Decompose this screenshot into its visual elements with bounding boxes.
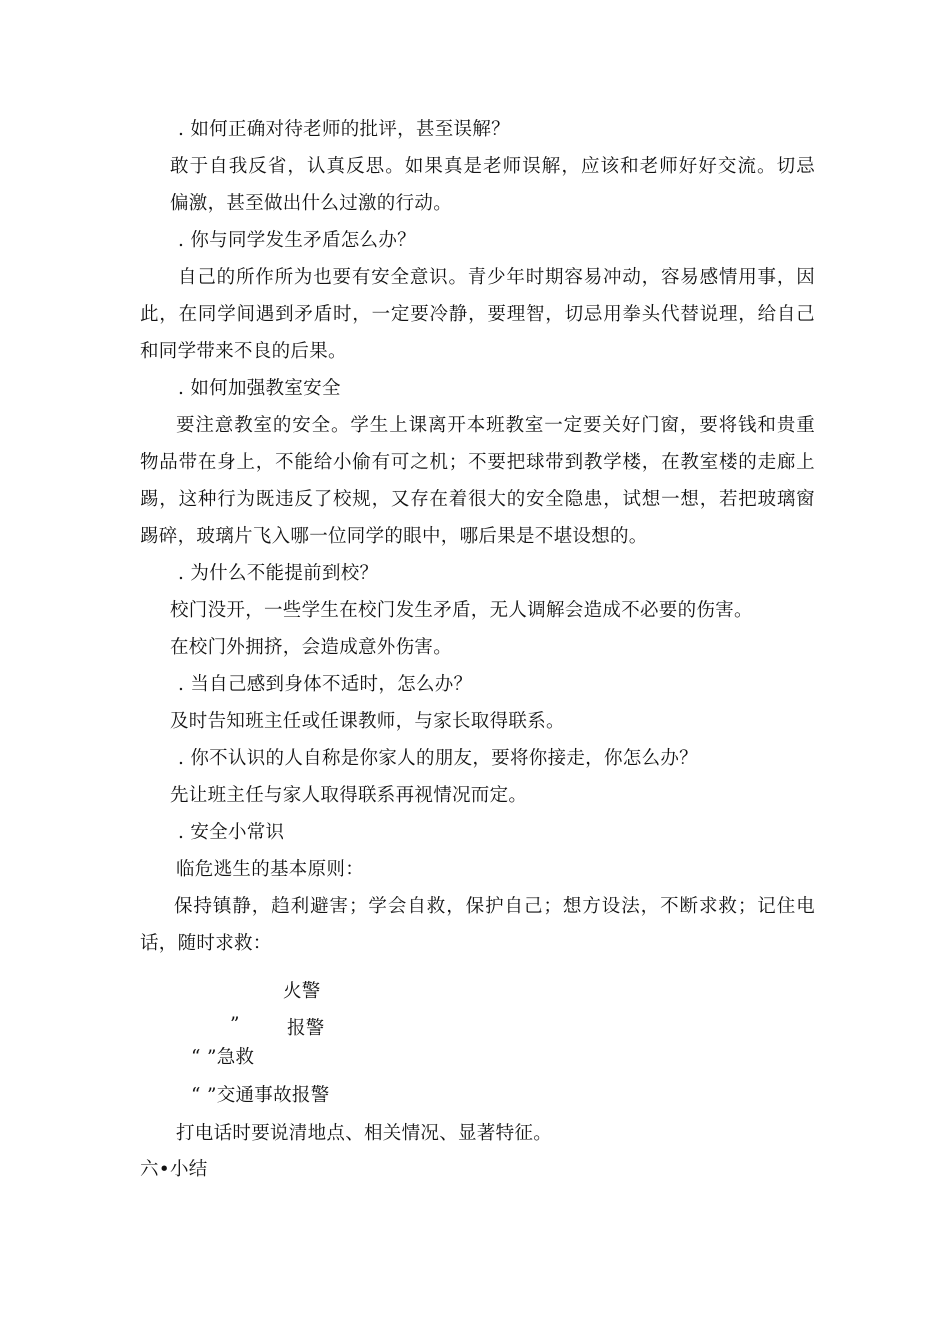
paragraph-line: 物品带在身上，不能给小偷有可之机；不要把球带到教学楼，在教室楼的走廊上 bbox=[140, 452, 815, 473]
question-heading: . 为什么不能提前到校？ bbox=[178, 563, 379, 584]
paragraph-line: 话，随时求救： bbox=[140, 933, 272, 954]
paragraph-line: 此，在同学间遇到矛盾时，一定要冷静，要理智，切忌用拳头代替说理，给自己 bbox=[140, 304, 815, 325]
summary-heading: 六•小结 bbox=[140, 1159, 208, 1180]
paragraph-line: 在校门外拥挤，会造成意外伤害。 bbox=[170, 637, 453, 658]
question-heading: . 当自己感到身体不适时，怎么办？ bbox=[178, 674, 473, 695]
paragraph-line: 临危逃生的基本原则： bbox=[176, 859, 365, 880]
emergency-number-police: 报警 bbox=[287, 1018, 325, 1039]
emergency-number-quote: ” bbox=[230, 1014, 240, 1035]
question-heading: . 你与同学发生矛盾怎么办？ bbox=[178, 230, 416, 251]
emergency-number-fire: 火警 bbox=[283, 981, 321, 1002]
question-heading: . 如何正确对待老师的批评，甚至误解？ bbox=[178, 119, 510, 140]
paragraph-line: 打电话时要说清地点、相关情况、显著特征。 bbox=[176, 1123, 553, 1144]
paragraph-line: 先让班主任与家人取得联系再视情况而定。 bbox=[170, 785, 528, 806]
emergency-number-ambulance: “ ”急救 bbox=[191, 1047, 255, 1068]
paragraph-line: 和同学带来不良的后果。 bbox=[140, 341, 347, 362]
paragraph-line: 及时告知班主任或任课教师，与家长取得联系。 bbox=[170, 711, 565, 732]
paragraph-line: 敢于自我反省，认真反思。如果真是老师误解，应该和老师好好交流。切忌 bbox=[170, 156, 815, 177]
paragraph-line: 踢，这种行为既违反了校规，又存在着很大的安全隐患，试想一想，若把玻璃窗 bbox=[140, 489, 815, 510]
paragraph-line: 校门没开，一些学生在校门发生矛盾，无人调解会造成不必要的伤害。 bbox=[170, 600, 753, 621]
question-heading: . 如何加强教室安全 bbox=[178, 378, 341, 399]
paragraph-line: 偏激，甚至做出什么过激的行动。 bbox=[170, 193, 453, 214]
paragraph-line: 自己的所作所为也要有安全意识。青少年时期容易冲动，容易感情用事，因 bbox=[178, 267, 815, 288]
section-heading: . 安全小常识 bbox=[178, 822, 285, 843]
paragraph-line: 保持镇静，趋利避害；学会自救，保护自己；想方设法，不断求救；记住电 bbox=[174, 896, 815, 917]
question-heading: . 你不认识的人自称是你家人的朋友，要将你接走，你怎么办？ bbox=[178, 748, 698, 769]
emergency-number-traffic: “ ”交通事故报警 bbox=[191, 1085, 330, 1106]
paragraph-line: 踢碎，玻璃片飞入哪一位同学的眼中，哪后果是不堪设想的。 bbox=[140, 526, 648, 547]
paragraph-line: 要注意教室的安全。学生上课离开本班教室一定要关好门窗，要将钱和贵重 bbox=[176, 415, 815, 436]
